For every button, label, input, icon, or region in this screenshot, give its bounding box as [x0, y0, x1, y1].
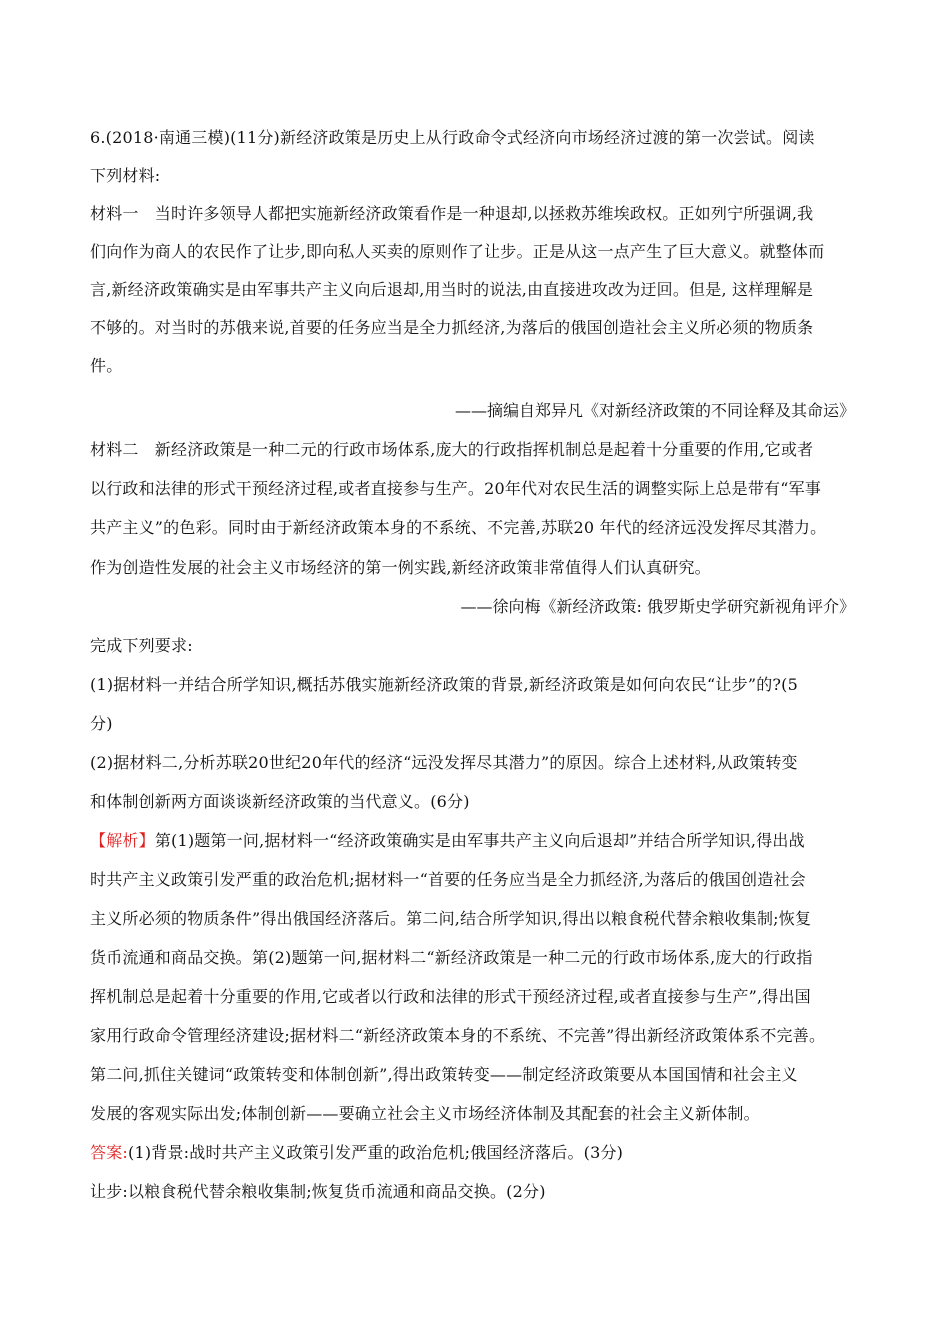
- requirements-line: (1)据材料一并结合所学知识,概括苏俄实施新经济政策的背景,新经济政策是如何向农民“让步”的?(5: [90, 675, 798, 694]
- requirements-line: 分): [90, 714, 113, 733]
- answer-label: 答案:: [90, 1143, 128, 1162]
- analysis-line: 主义所必须的物质条件”得出俄国经济落后。第二问,结合所学知识,得出以粮食税代替余粮收集制;恢复: [90, 909, 812, 928]
- material1-source: ——摘编自郑异凡《对新经济政策的不同诠释及其命运》: [454, 401, 855, 420]
- answer-text: (1)背景:战时共产主义政策引发严重的政治危机;俄国经济落后。(3分): [128, 1143, 624, 1162]
- material2-line: 材料二 新经济政策是一种二元的行政市场体系,庞大的行政指挥机制总是起着十分重要的作用,它或者: [90, 440, 814, 459]
- material2-line: 作为创造性发展的社会主义市场经济的第一例实践,新经济政策非常值得人们认真研究。: [90, 558, 711, 577]
- question-line: 6.(2018·南通三模)(11分)新经济政策是历史上从行政命令式经济向市场经济过渡的第一次尝试。阅读: [90, 128, 815, 147]
- analysis-line: 货币流通和商品交换。第(2)题第一问,据材料二“新经济政策是一种二元的行政市场体系,庞大的行政指: [90, 948, 813, 967]
- answer-line: 让步:以粮食税代替余粮收集制;恢复货币流通和商品交换。(2分): [90, 1182, 546, 1201]
- analysis-first-line: [90, 831, 870, 851]
- requirements-line: 和体制创新两方面谈谈新经济政策的当代意义。(6分): [90, 792, 470, 811]
- analysis-line: 时共产主义政策引发严重的政治危机;据材料一“首要的任务应当是全力抓经济,为落后的俄国创造社会: [90, 870, 806, 889]
- analysis-line: 家用行政命令管理经济建设;据材料二“新经济政策本身的不系统、不完善”得出新经济政策体系不完善。: [90, 1026, 826, 1045]
- answer-first-line: [90, 1143, 870, 1163]
- material1-line: 不够的。对当时的苏俄来说,首要的任务应当是全力抓经济,为落后的俄国创造社会主义所必须的物质条: [90, 318, 814, 337]
- requirements-line: (2)据材料二,分析苏联20世纪20年代的经济“远没发挥尽其潜力”的原因。综合上述材料,从政策转变: [90, 753, 798, 772]
- analysis-line: 发展的客观实际出发;体制创新——要确立社会主义市场经济体制及其配套的社会主义新体制。: [90, 1104, 760, 1123]
- analysis-line: 挥机制总是起着十分重要的作用,它或者以行政和法律的形式干预经济过程,或者直接参与生产”,得出国: [90, 987, 811, 1006]
- material2-line: 以行政和法律的形式干预经济过程,或者直接参与生产。20年代对农民生活的调整实际上总是带有“军事: [90, 479, 822, 498]
- requirements-line: 完成下列要求:: [90, 636, 193, 655]
- analysis-label: 【解析】: [90, 831, 155, 850]
- material1-line: 件。: [90, 356, 123, 375]
- material1-line: 材料一 当时许多领导人都把实施新经济政策看作是一种退却,以拯救苏维埃政权。正如列宁所强调,我: [90, 204, 814, 223]
- material1-line: 们向作为商人的农民作了让步,即向私人买卖的原则作了让步。正是从这一点产生了巨大意义。就整体而: [90, 242, 825, 261]
- material2-source: ——徐向梅《新经济政策: 俄罗斯史学研究新视角评介》: [460, 597, 855, 616]
- analysis-text: 第(1)题第一问,据材料一“经济政策确实是由军事共产主义向后退却”并结合所学知识,得出战: [154, 831, 805, 850]
- material2-line: 共产主义”的色彩。同时由于新经济政策本身的不系统、不完善,苏联20 年代的经济远没发挥尽其潜力。: [90, 518, 827, 537]
- question-line: 下列材料:: [90, 166, 161, 185]
- material1-line: 言,新经济政策确实是由军事共产主义向后退却,用当时的说法,由直接进攻改为迂回。但是, 这样理解是: [90, 280, 814, 299]
- analysis-line: 第二问,抓住关键词“政策转变和体制创新”,得出政策转变——制定经济政策要从本国国情和社会主义: [90, 1065, 798, 1084]
